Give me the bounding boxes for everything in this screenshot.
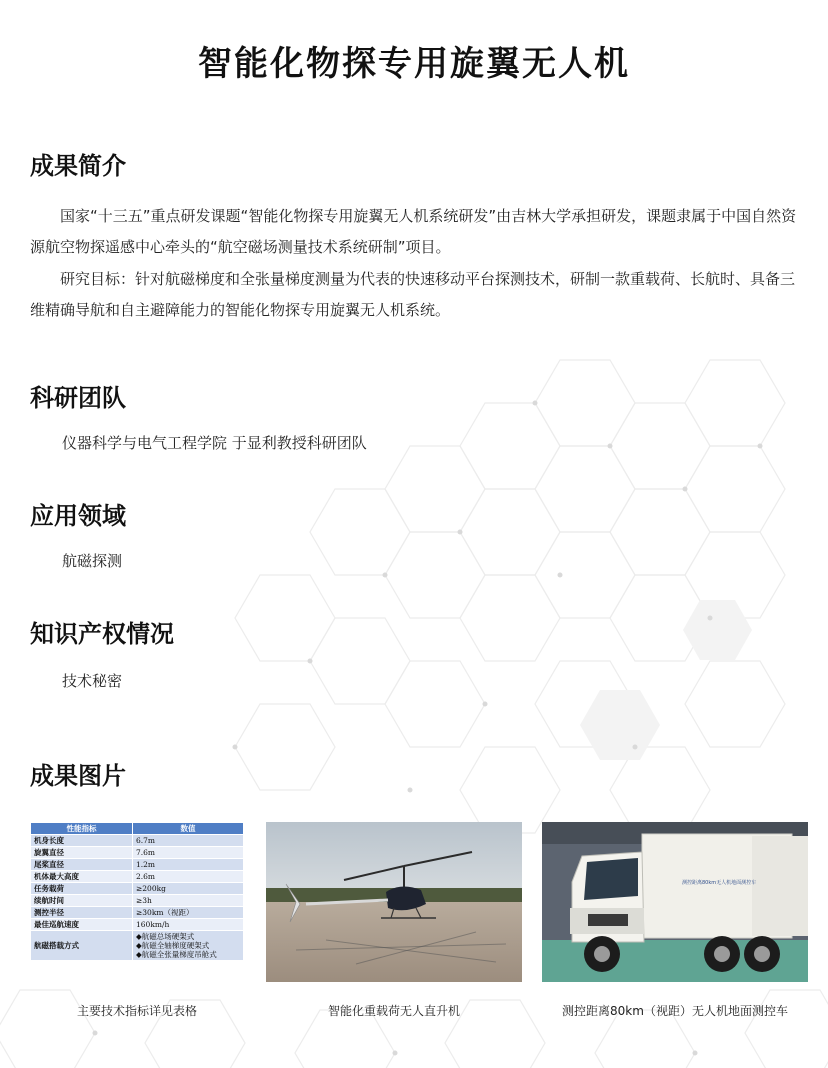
helicopter-photo (266, 822, 522, 982)
ip-text: 技术秘密 (62, 672, 123, 690)
section-heading-team: 科研团队 (30, 384, 126, 412)
spec-value: 7.6m (133, 847, 244, 859)
caption-spec-table: 主要技术指标详见表格 (76, 1004, 197, 1018)
section-heading-ip: 知识产权情况 (30, 620, 174, 648)
truck-sign: 测控距离80km无人机地面测控车 (682, 880, 757, 886)
spec-value-line: ◆航磁全轴梯度硬架式 (136, 941, 210, 950)
spec-value: 6.7m (133, 835, 244, 847)
page-title: 智能化物探专用旋翼无人机 (198, 44, 630, 84)
spec-value: 2.6m (133, 871, 244, 883)
spec-key: 尾桨直径 (31, 859, 133, 871)
table-row (31, 907, 244, 919)
truck-illustration (542, 822, 808, 982)
spec-value: 160km/h (133, 919, 244, 931)
table-row (31, 919, 244, 931)
summary-paragraph-1: 国家“十三五”重点研发课题“智能化物探专用旋翼无人机系统研发”由吉林大学承担研发，课题隶属于中国自然资源航空物探遥感中心牵头的“航空磁场测量技术系统研制”项目。 (30, 207, 797, 256)
table-row (31, 895, 244, 907)
table-row (31, 847, 244, 859)
spec-value: 1.2m (133, 859, 244, 871)
spec-value-line: ◆航磁总场硬架式 (136, 932, 195, 941)
section-heading-images: 成果图片 (30, 762, 126, 790)
section-heading-summary: 成果简介 (30, 152, 126, 180)
spec-key: 测控半径 (31, 907, 133, 919)
spec-key: 航磁搭载方式 (31, 931, 133, 961)
table-row (31, 883, 244, 895)
field-text: 航磁探测 (62, 552, 123, 570)
spec-value (133, 931, 244, 961)
spec-key: 机身长度 (31, 835, 133, 847)
spec-key: 任务载荷 (31, 883, 133, 895)
spec-value: ≥3h (133, 895, 244, 907)
spec-key: 续航时间 (31, 895, 133, 907)
spec-table (30, 822, 244, 961)
summary-paragraph-2: 研究目标：针对航磁梯度和全张量梯度测量为代表的快速移动平台探测技术，研制一款重载荷、长航时、具备三维精确导航和自主避障能力的智能化物探专用旋翼无人机系统。 (30, 270, 796, 319)
caption-helicopter: 智能化重载荷无人直升机 (327, 1004, 460, 1018)
team-text: 仪器科学与电气工程学院 于显利教授科研团队 (62, 434, 367, 452)
spec-key: 旋翼直径 (31, 847, 133, 859)
spec-value: ≥200kg (133, 883, 244, 895)
helicopter-illustration (266, 822, 522, 982)
table-row (31, 835, 244, 847)
table-row (31, 931, 244, 961)
table-row (31, 871, 244, 883)
spec-key: 最佳巡航速度 (31, 919, 133, 931)
spec-header-value: 数值 (133, 823, 244, 835)
spec-header-metric: 性能指标 (31, 823, 133, 835)
table-row (31, 859, 244, 871)
spec-value: ≥30km（视距） (133, 907, 244, 919)
section-heading-field: 应用领域 (30, 502, 126, 530)
spec-key: 机体最大高度 (31, 871, 133, 883)
caption-truck: 测控距离80km（视距）无人机地面测控车 (562, 1004, 788, 1018)
spec-table-image (30, 822, 244, 982)
spec-value-line: ◆航磁全张量梯度吊舱式 (136, 950, 217, 959)
ground-control-truck-photo (542, 822, 808, 982)
